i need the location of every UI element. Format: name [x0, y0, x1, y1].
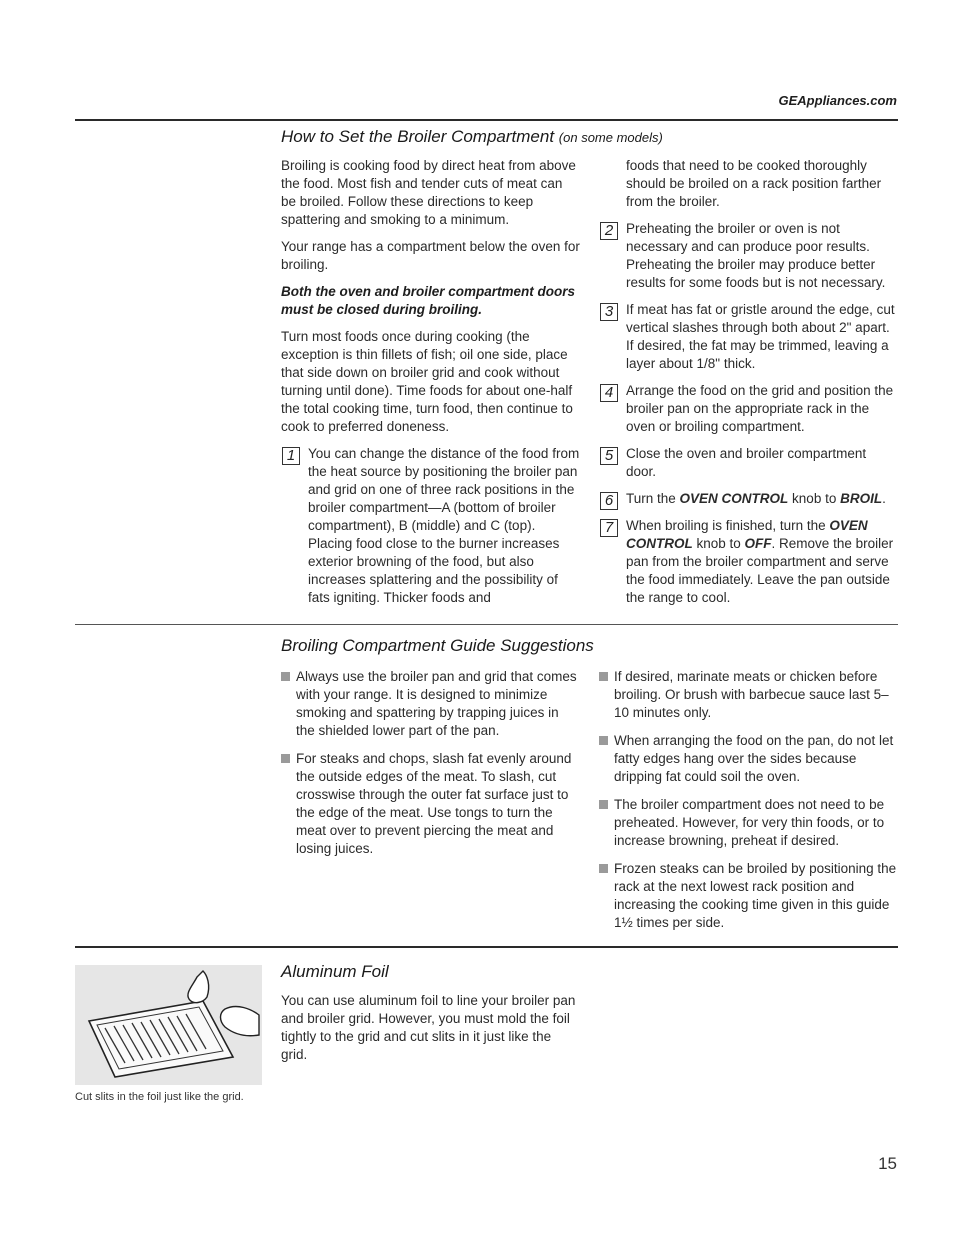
step-2	[599, 220, 899, 292]
section-divider	[75, 946, 898, 948]
step-7	[599, 517, 899, 607]
step-text: Turn the OVEN CONTROL knob to BROIL.	[626, 491, 886, 506]
step-text: If meat has fat or gristle around the edge, cut vertical slashes through both about 2" apart. If desired, the fat may be trimmed, leaving a layer about 1/8" thick.	[626, 302, 895, 371]
step-text: foods that need to be cooked thoroughly should be broiled on a rack position farther from the broiler.	[626, 158, 882, 209]
section-divider	[75, 119, 898, 121]
step-number: 5	[600, 447, 618, 465]
step-4	[599, 382, 899, 436]
bullet-square-icon	[599, 672, 608, 681]
heading-subtitle: (on some models)	[558, 130, 663, 145]
step-5	[599, 445, 899, 481]
step-6	[599, 490, 899, 508]
turn-foods-paragraph: Turn most foods once during cooking (the exception is thin fillets of fish; oil one side, place that side down on broiler grid and cook without turning until done). Time foods for about one-half the total cooking time, turn food, then continue to cook to preferred doneness.	[281, 329, 573, 434]
step-1	[281, 445, 581, 607]
bullet-square-icon	[281, 754, 290, 763]
guide-heading: Broiling Compartment Guide Suggestions	[281, 636, 594, 655]
step-text: When broiling is finished, turn the OVEN CONTROL knob to OFF. Remove the broiler pan from the broiler compartment and serve the food immediately. Leave the pan outside the range to cool.	[626, 518, 894, 605]
step-number: 2	[600, 222, 618, 240]
broiler-heading: How to Set the Broiler Compartment (on some models)	[281, 127, 663, 146]
intro-paragraph: Broiling is cooking food by direct heat from above the food. Most fish and tender cuts of meat can be broiled. Follow these directions to keep spattering and smoking to a minimum.	[281, 158, 576, 227]
step-number: 1	[282, 447, 300, 465]
step-text: Arrange the food on the grid and position the broiler pan on the appropriate rack in the oven or broiling compartment.	[626, 383, 894, 434]
step-3	[599, 301, 899, 373]
guide-bullet: When arranging the food on the pan, do not let fatty edges hang over the sides because dripping fat could soil the oven.	[599, 732, 899, 786]
bullet-square-icon	[281, 672, 290, 681]
doors-closed-note: Both the oven and broiler compartment doors must be closed during broiling.	[281, 284, 576, 317]
broiler-right-column	[599, 157, 899, 616]
section-divider	[75, 624, 898, 625]
guide-bullet: Always use the broiler pan and grid that comes with your range. It is designed to minimize smoking and spattering by trapping juices in the shielded lower part of the pan.	[281, 668, 581, 740]
bullet-square-icon	[599, 864, 608, 873]
step-number: 3	[600, 303, 618, 321]
step-1-continued	[599, 157, 899, 211]
step-text: You can change the distance of the food from the heat source by positioning the broiler pan and grid on one of three rack positions in the broiler compartment—A (bottom of broiler compartment), B (middle) and C (top). Placing food close to the burner increases exterior browning of the food, but also increases splattering and the possibility of fats igniting. Thicker foods and	[308, 446, 580, 605]
broiler-grid-icon	[89, 1001, 233, 1077]
step-text: Close the oven and broiler compartment door.	[626, 446, 867, 479]
page-number: 15	[878, 1154, 897, 1173]
step-number: 6	[600, 492, 618, 510]
foil-paragraph: You can use aluminum foil to line your broiler pan and broiler grid. However, you must mold the foil tightly to the grid and cut slits in it just like the grid.	[281, 993, 576, 1062]
bullet-square-icon	[599, 800, 608, 809]
intro-paragraph: Your range has a compartment below the oven for broiling.	[281, 239, 580, 272]
illustration-caption: Cut slits in the foil just like the grid.	[75, 1091, 244, 1103]
broiler-pan-foil-illustration	[75, 965, 262, 1085]
foil-column	[281, 992, 576, 1073]
foil-heading: Aluminum Foil	[281, 962, 389, 981]
step-number: 4	[600, 384, 618, 402]
guide-right-column	[599, 668, 899, 942]
site-url: GEAppliances.com	[778, 93, 897, 108]
bullet-square-icon	[599, 736, 608, 745]
guide-left-column	[281, 668, 581, 868]
guide-bullet: For steaks and chops, slash fat evenly around the outside edges of the meat. To slash, cut crosswise through the outer fat surface just to the edge of the meat. Use tongs to turn the meat over to prevent piercing the meat and losing juices.	[281, 750, 581, 858]
broiler-left-column	[281, 157, 581, 616]
step-text: Preheating the broiler or oven is not necessary and can produce poor results. Preheating the broiler may produce better results for some foods but is not necessary.	[626, 221, 886, 290]
guide-bullet: Frozen steaks can be broiled by positioning the rack at the next lowest rack position and increasing the cooking time given in this guide 1½ times per side.	[599, 860, 899, 932]
step-number: 7	[600, 519, 618, 537]
guide-bullet: If desired, marinate meats or chicken before broiling. Or brush with barbecue sauce last 5–10 minutes only.	[599, 668, 899, 722]
guide-bullet: The broiler compartment does not need to be preheated. However, for very thin foods, or to increase browning, preheat if desired.	[599, 796, 899, 850]
